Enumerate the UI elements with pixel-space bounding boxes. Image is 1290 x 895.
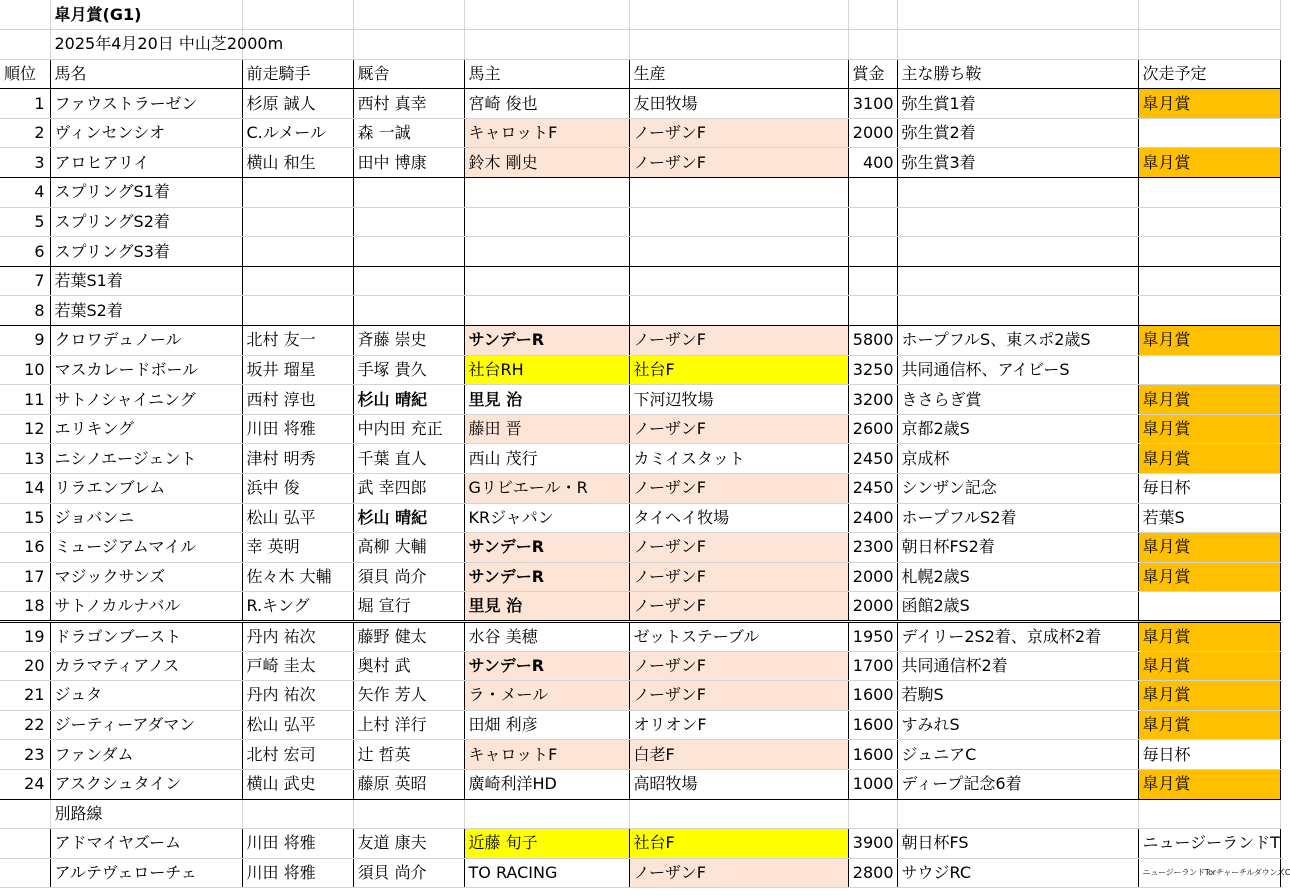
stable-cell[interactable]: 堀 宣行	[353, 592, 464, 622]
wins-cell[interactable]: きさらぎ賞	[897, 385, 1138, 415]
next-cell[interactable]: 皐月賞	[1138, 621, 1280, 651]
owner-cell[interactable]: 宮崎 俊也	[464, 89, 629, 119]
table-row	[0, 592, 1280, 622]
rank-cell[interactable]	[0, 829, 50, 859]
breeder-cell[interactable]: 高昭牧場	[629, 769, 848, 799]
jockey-cell[interactable]: 浜中 俊	[242, 474, 353, 504]
prize-cell[interactable]: 1000	[848, 769, 897, 799]
table-row	[0, 503, 1280, 533]
stable-cell[interactable]: 上村 洋行	[353, 710, 464, 740]
owner-cell[interactable]: 水谷 美穂	[464, 621, 629, 651]
header-next[interactable]: 次走予定	[1138, 59, 1280, 89]
jockey-cell[interactable]: C.ルメール	[242, 118, 353, 148]
prize-cell[interactable]	[848, 207, 897, 237]
breeder-cell[interactable]: 下河辺牧場	[629, 385, 848, 415]
other-route-label-row	[0, 799, 1280, 829]
breeder-cell[interactable]	[629, 237, 848, 267]
breeder-cell[interactable]: ゼットステーブル	[629, 621, 848, 651]
rank-cell[interactable]: 7	[0, 266, 50, 296]
horse-cell[interactable]: リラエンブレム	[50, 474, 242, 504]
next-cell[interactable]	[1138, 592, 1280, 622]
next-cell[interactable]: ニュージーランドT	[1138, 829, 1280, 859]
wins-cell[interactable]	[897, 296, 1138, 326]
horse-cell[interactable]: ファウストラーゼン	[50, 89, 242, 119]
stable-cell[interactable]: 矢作 芳人	[353, 681, 464, 711]
jockey-cell[interactable]: 佐々木 大輔	[242, 562, 353, 592]
wins-cell[interactable]: 弥生賞1着	[897, 89, 1138, 119]
stable-cell[interactable]: 友道 康夫	[353, 829, 464, 859]
header-stable[interactable]: 厩舎	[353, 59, 464, 89]
breeder-cell[interactable]	[629, 178, 848, 208]
table-row	[0, 444, 1280, 474]
horse-cell[interactable]: アスクシュタイン	[50, 769, 242, 799]
table-row	[0, 355, 1280, 385]
stable-cell[interactable]: 藤原 英昭	[353, 769, 464, 799]
owner-cell[interactable]	[464, 207, 629, 237]
horse-cell[interactable]: カラマティアノス	[50, 651, 242, 681]
rank-cell[interactable]: 17	[0, 562, 50, 592]
jockey-cell[interactable]: 松山 弘平	[242, 710, 353, 740]
horse-cell[interactable]: サトノシャイニング	[50, 385, 242, 415]
table-row	[0, 740, 1280, 770]
prize-cell[interactable]: 1600	[848, 710, 897, 740]
owner-cell[interactable]: 社台RH	[464, 355, 629, 385]
rank-cell[interactable]: 2	[0, 118, 50, 148]
stable-cell[interactable]: 中内田 充正	[353, 414, 464, 444]
wins-cell[interactable]: 朝日杯FS2着	[897, 533, 1138, 563]
next-cell[interactable]	[1138, 355, 1280, 385]
jockey-cell[interactable]: 川田 将雅	[242, 829, 353, 859]
jockey-cell[interactable]: 横山 武史	[242, 769, 353, 799]
prize-cell[interactable]	[848, 237, 897, 267]
next-cell[interactable]: 毎日杯	[1138, 740, 1280, 770]
rank-cell[interactable]: 23	[0, 740, 50, 770]
wins-cell[interactable]: 若駒S	[897, 681, 1138, 711]
breeder-cell[interactable]	[629, 296, 848, 326]
prize-cell[interactable]: 1600	[848, 681, 897, 711]
horse-cell[interactable]: ヴィンセンシオ	[50, 118, 242, 148]
breeder-cell[interactable]: 白老F	[629, 740, 848, 770]
table-row	[0, 207, 1280, 237]
rank-cell[interactable]: 24	[0, 769, 50, 799]
header-wins[interactable]: 主な勝ち鞍	[897, 59, 1138, 89]
horse-cell[interactable]: サトノカルナバル	[50, 592, 242, 622]
rank-cell[interactable]: 1	[0, 89, 50, 119]
owner-cell[interactable]: キャロットF	[464, 118, 629, 148]
table-row	[0, 148, 1280, 178]
next-cell[interactable]: 皐月賞	[1138, 533, 1280, 563]
owner-cell[interactable]: 藤田 晋	[464, 414, 629, 444]
prize-cell[interactable]: 2400	[848, 503, 897, 533]
prize-cell[interactable]: 1700	[848, 651, 897, 681]
horse-cell[interactable]: アドマイヤズーム	[50, 829, 242, 859]
horse-cell[interactable]: アルテヴェローチェ	[50, 858, 242, 888]
breeder-cell[interactable]: ノーザンF	[629, 681, 848, 711]
rank-cell[interactable]: 14	[0, 474, 50, 504]
table-row	[0, 651, 1280, 681]
breeder-cell[interactable]: ノーザンF	[629, 651, 848, 681]
table-row	[0, 474, 1280, 504]
rank-cell[interactable]: 18	[0, 592, 50, 622]
prize-cell[interactable]	[848, 178, 897, 208]
table-row	[0, 533, 1280, 563]
jockey-cell[interactable]: 丹内 祐次	[242, 681, 353, 711]
next-cell[interactable]	[1138, 266, 1280, 296]
rank-cell[interactable]: 20	[0, 651, 50, 681]
breeder-cell[interactable]: ノーザンF	[629, 858, 848, 888]
next-cell[interactable]: 皐月賞	[1138, 89, 1280, 119]
stable-cell[interactable]: 須貝 尚介	[353, 858, 464, 888]
next-cell[interactable]: 皐月賞	[1138, 326, 1280, 356]
rank-cell[interactable]: 8	[0, 296, 50, 326]
stable-cell[interactable]: 千葉 直人	[353, 444, 464, 474]
rank-cell[interactable]: 4	[0, 178, 50, 208]
wins-cell[interactable]: デイリー2S2着、京成杯2着	[897, 621, 1138, 651]
breeder-cell[interactable]: 友田牧場	[629, 89, 848, 119]
stable-cell[interactable]: 藤野 健太	[353, 621, 464, 651]
jockey-cell[interactable]	[242, 296, 353, 326]
horse-cell[interactable]: スプリングS3着	[50, 237, 242, 267]
breeder-cell[interactable]: 社台F	[629, 355, 848, 385]
rank-cell[interactable]: 21	[0, 681, 50, 711]
table-row	[0, 89, 1280, 119]
prize-cell[interactable]: 3250	[848, 355, 897, 385]
jockey-cell[interactable]: 松山 弘平	[242, 503, 353, 533]
owner-cell[interactable]: 西山 茂行	[464, 444, 629, 474]
wins-cell[interactable]: 共同通信杯、アイビーS	[897, 355, 1138, 385]
table-row	[0, 237, 1280, 267]
rank-cell[interactable]: 3	[0, 148, 50, 178]
jockey-cell[interactable]: R.キング	[242, 592, 353, 622]
jockey-cell[interactable]	[242, 237, 353, 267]
wins-cell[interactable]	[897, 178, 1138, 208]
jockey-cell[interactable]: 西村 淳也	[242, 385, 353, 415]
rank-cell[interactable]: 11	[0, 385, 50, 415]
prize-cell[interactable]: 5800	[848, 326, 897, 356]
wins-cell[interactable]: ホープフルS、東スポ2歳S	[897, 326, 1138, 356]
wins-cell[interactable]: ジュニアC	[897, 740, 1138, 770]
next-cell[interactable]: 皐月賞	[1138, 414, 1280, 444]
prize-cell[interactable]: 2000	[848, 592, 897, 622]
horse-cell[interactable]: スプリングS1着	[50, 178, 242, 208]
wins-cell[interactable]: 札幌2歳S	[897, 562, 1138, 592]
prize-cell[interactable]: 2600	[848, 414, 897, 444]
breeder-cell[interactable]: ノーザンF	[629, 533, 848, 563]
owner-cell[interactable]	[464, 266, 629, 296]
next-cell[interactable]: 皐月賞	[1138, 769, 1280, 799]
jockey-cell[interactable]: 北村 友一	[242, 326, 353, 356]
prize-cell[interactable]: 3200	[848, 385, 897, 415]
next-cell[interactable]	[1138, 118, 1280, 148]
stable-cell[interactable]: 奥村 武	[353, 651, 464, 681]
owner-cell[interactable]: 田畑 利彦	[464, 710, 629, 740]
prize-cell[interactable]: 1950	[848, 621, 897, 651]
owner-cell[interactable]: 里見 治	[464, 385, 629, 415]
table-row	[0, 621, 1280, 651]
next-cell[interactable]	[1138, 207, 1280, 237]
rank-cell[interactable]: 19	[0, 621, 50, 651]
next-cell[interactable]: 皐月賞	[1138, 148, 1280, 178]
next-cell[interactable]	[1138, 237, 1280, 267]
wins-cell[interactable]	[897, 207, 1138, 237]
jockey-cell[interactable]: 坂井 瑠星	[242, 355, 353, 385]
wins-cell[interactable]	[897, 266, 1138, 296]
owner-cell[interactable]: 鈴木 剛史	[464, 148, 629, 178]
next-cell[interactable]: 皐月賞	[1138, 651, 1280, 681]
wins-cell[interactable]: 京都2歳S	[897, 414, 1138, 444]
stable-cell[interactable]: 杉山 晴紀	[353, 503, 464, 533]
stable-cell[interactable]	[353, 207, 464, 237]
horse-cell[interactable]: エリキング	[50, 414, 242, 444]
wins-cell[interactable]: サウジRC	[897, 858, 1138, 888]
jockey-cell[interactable]: 戸崎 圭太	[242, 651, 353, 681]
horse-cell[interactable]: ジーティーアダマン	[50, 710, 242, 740]
stable-cell[interactable]	[353, 237, 464, 267]
jockey-cell[interactable]: 杉原 誠人	[242, 89, 353, 119]
horse-cell[interactable]: ジョバンニ	[50, 503, 242, 533]
owner-cell[interactable]: Gリビエール・R	[464, 474, 629, 504]
owner-cell[interactable]	[464, 178, 629, 208]
owner-cell[interactable]: サンデーR	[464, 533, 629, 563]
rank-cell[interactable]: 16	[0, 533, 50, 563]
owner-cell[interactable]: サンデーR	[464, 326, 629, 356]
horse-cell[interactable]: クロワデュノール	[50, 326, 242, 356]
jockey-cell[interactable]: 川田 将雅	[242, 414, 353, 444]
horse-cell[interactable]: ファンダム	[50, 740, 242, 770]
wins-cell[interactable]: 朝日杯FS	[897, 829, 1138, 859]
prize-cell[interactable]: 2800	[848, 858, 897, 888]
prize-cell[interactable]: 1600	[848, 740, 897, 770]
table-row	[0, 769, 1280, 799]
rank-cell[interactable]: 22	[0, 710, 50, 740]
jockey-cell[interactable]: 津村 明秀	[242, 444, 353, 474]
stable-cell[interactable]	[353, 266, 464, 296]
stable-cell[interactable]: 武 幸四郎	[353, 474, 464, 504]
rank-cell[interactable]: 5	[0, 207, 50, 237]
wins-cell[interactable]: すみれS	[897, 710, 1138, 740]
header-prize[interactable]: 賞金	[848, 59, 897, 89]
table-row	[0, 681, 1280, 711]
header-jockey[interactable]: 前走騎手	[242, 59, 353, 89]
next-cell[interactable]: 皐月賞	[1138, 681, 1280, 711]
owner-cell[interactable]: TO RACING	[464, 858, 629, 888]
horse-cell[interactable]: 若葉S1着	[50, 266, 242, 296]
breeder-cell[interactable]: 社台F	[629, 829, 848, 859]
breeder-cell[interactable]: オリオンF	[629, 710, 848, 740]
table-row	[0, 385, 1280, 415]
prize-cell[interactable]: 3900	[848, 829, 897, 859]
next-cell[interactable]: 毎日杯	[1138, 474, 1280, 504]
table-row	[0, 178, 1280, 208]
rank-cell[interactable]: 13	[0, 444, 50, 474]
breeder-cell[interactable]: タイヘイ牧場	[629, 503, 848, 533]
rank-cell[interactable]: 15	[0, 503, 50, 533]
stable-cell[interactable]: 杉山 晴紀	[353, 385, 464, 415]
rank-cell[interactable]	[0, 858, 50, 888]
stable-cell[interactable]: 辻 哲英	[353, 740, 464, 770]
next-cell[interactable]: 皐月賞	[1138, 562, 1280, 592]
other-route-label[interactable]: 別路線	[50, 799, 242, 829]
stable-cell[interactable]: 西村 真幸	[353, 89, 464, 119]
prize-cell[interactable]: 2300	[848, 533, 897, 563]
next-cell[interactable]	[1138, 178, 1280, 208]
prize-cell[interactable]	[848, 266, 897, 296]
owner-cell[interactable]	[464, 296, 629, 326]
stable-cell[interactable]: 斉藤 崇史	[353, 326, 464, 356]
horse-cell[interactable]: マジックサンズ	[50, 562, 242, 592]
next-cell[interactable]	[1138, 296, 1280, 326]
next-cell[interactable]: 皐月賞	[1138, 710, 1280, 740]
breeder-cell[interactable]: ノーザンF	[629, 148, 848, 178]
wins-cell[interactable]: 弥生賞2着	[897, 118, 1138, 148]
header-breeder[interactable]: 生産	[629, 59, 848, 89]
jockey-cell[interactable]	[242, 207, 353, 237]
owner-cell[interactable]: サンデーR	[464, 651, 629, 681]
breeder-cell[interactable]: ノーザンF	[629, 562, 848, 592]
breeder-cell[interactable]: ノーザンF	[629, 592, 848, 622]
jockey-cell[interactable]: 横山 和生	[242, 148, 353, 178]
prize-cell[interactable]: 2450	[848, 474, 897, 504]
breeder-cell[interactable]	[629, 266, 848, 296]
rank-cell[interactable]: 6	[0, 237, 50, 267]
wins-cell[interactable]	[897, 237, 1138, 267]
jockey-cell[interactable]	[242, 178, 353, 208]
table-row	[0, 266, 1280, 296]
subtitle-row	[0, 30, 1280, 60]
prize-cell[interactable]: 400	[848, 148, 897, 178]
jockey-cell[interactable]: 川田 将雅	[242, 858, 353, 888]
horse-cell[interactable]: ジュタ	[50, 681, 242, 711]
table-row	[0, 326, 1280, 356]
prize-cell[interactable]: 3100	[848, 89, 897, 119]
table-row	[0, 710, 1280, 740]
prize-cell[interactable]: 2000	[848, 562, 897, 592]
header-row	[0, 59, 1280, 89]
table-row	[0, 829, 1280, 859]
wins-cell[interactable]: 共同通信杯2着	[897, 651, 1138, 681]
horse-cell[interactable]: マスカレードボール	[50, 355, 242, 385]
race-title-cell[interactable]: 皐月賞(G1)	[50, 0, 242, 30]
rank-cell[interactable]: 12	[0, 414, 50, 444]
jockey-cell[interactable]	[242, 266, 353, 296]
next-cell[interactable]: 若葉S	[1138, 503, 1280, 533]
stable-cell[interactable]	[353, 178, 464, 208]
wins-cell[interactable]: シンザン記念	[897, 474, 1138, 504]
stable-cell[interactable]: 田中 博康	[353, 148, 464, 178]
wins-cell[interactable]: 函館2歳S	[897, 592, 1138, 622]
stable-cell[interactable]: 須貝 尚介	[353, 562, 464, 592]
breeder-cell[interactable]: カミイスタット	[629, 444, 848, 474]
header-horse[interactable]: 馬名	[50, 59, 242, 89]
breeder-cell[interactable]: ノーザンF	[629, 326, 848, 356]
header-rank[interactable]: 順位	[0, 59, 50, 89]
owner-cell[interactable]: サンデーR	[464, 562, 629, 592]
header-owner[interactable]: 馬主	[464, 59, 629, 89]
horse-cell[interactable]: スプリングS2着	[50, 207, 242, 237]
race-info-cell[interactable]: 2025年4月20日 中山芝2000m	[50, 30, 242, 60]
horse-cell[interactable]: アロヒアリイ	[50, 148, 242, 178]
table-row	[0, 858, 1280, 888]
table-row	[0, 562, 1280, 592]
owner-cell[interactable]: 近藤 旬子	[464, 829, 629, 859]
table-row	[0, 296, 1280, 326]
wins-cell[interactable]: ディープ記念6着	[897, 769, 1138, 799]
jockey-cell[interactable]: 幸 英明	[242, 533, 353, 563]
owner-cell[interactable]	[464, 237, 629, 267]
prize-cell[interactable]	[848, 296, 897, 326]
horse-cell[interactable]: 若葉S2着	[50, 296, 242, 326]
stable-cell[interactable]: 手塚 貴久	[353, 355, 464, 385]
owner-cell[interactable]: ラ・メール	[464, 681, 629, 711]
prize-cell[interactable]: 2450	[848, 444, 897, 474]
jockey-cell[interactable]: 丹内 祐次	[242, 621, 353, 651]
wins-cell[interactable]: 京成杯	[897, 444, 1138, 474]
stable-cell[interactable]: 森 一誠	[353, 118, 464, 148]
rank-cell[interactable]: 10	[0, 355, 50, 385]
next-cell[interactable]: 皐月賞	[1138, 444, 1280, 474]
horse-cell[interactable]: ミュージアムマイル	[50, 533, 242, 563]
breeder-cell[interactable]: ノーザンF	[629, 414, 848, 444]
owner-cell[interactable]: 里見 治	[464, 592, 629, 622]
breeder-cell[interactable]	[629, 207, 848, 237]
horse-cell[interactable]: ドラゴンブースト	[50, 621, 242, 651]
title-row	[0, 0, 1280, 30]
table-row	[0, 118, 1280, 148]
horse-cell[interactable]: ニシノエージェント	[50, 444, 242, 474]
breeder-cell[interactable]: ノーザンF	[629, 118, 848, 148]
owner-cell[interactable]: キャロットF	[464, 740, 629, 770]
table-row	[0, 414, 1280, 444]
owner-cell[interactable]: 廣崎利洋HD	[464, 769, 629, 799]
jockey-cell[interactable]: 北村 宏司	[242, 740, 353, 770]
next-cell[interactable]: ニュージーランドTorチャーチルダウンズC	[1138, 858, 1280, 888]
next-cell[interactable]: 皐月賞	[1138, 385, 1280, 415]
wins-cell[interactable]: 弥生賞3着	[897, 148, 1138, 178]
stable-cell[interactable]	[353, 296, 464, 326]
rank-cell[interactable]: 9	[0, 326, 50, 356]
stable-cell[interactable]: 高柳 大輔	[353, 533, 464, 563]
owner-cell[interactable]: KRジャパン	[464, 503, 629, 533]
wins-cell[interactable]: ホープフルS2着	[897, 503, 1138, 533]
prize-cell[interactable]: 2000	[848, 118, 897, 148]
breeder-cell[interactable]: ノーザンF	[629, 474, 848, 504]
